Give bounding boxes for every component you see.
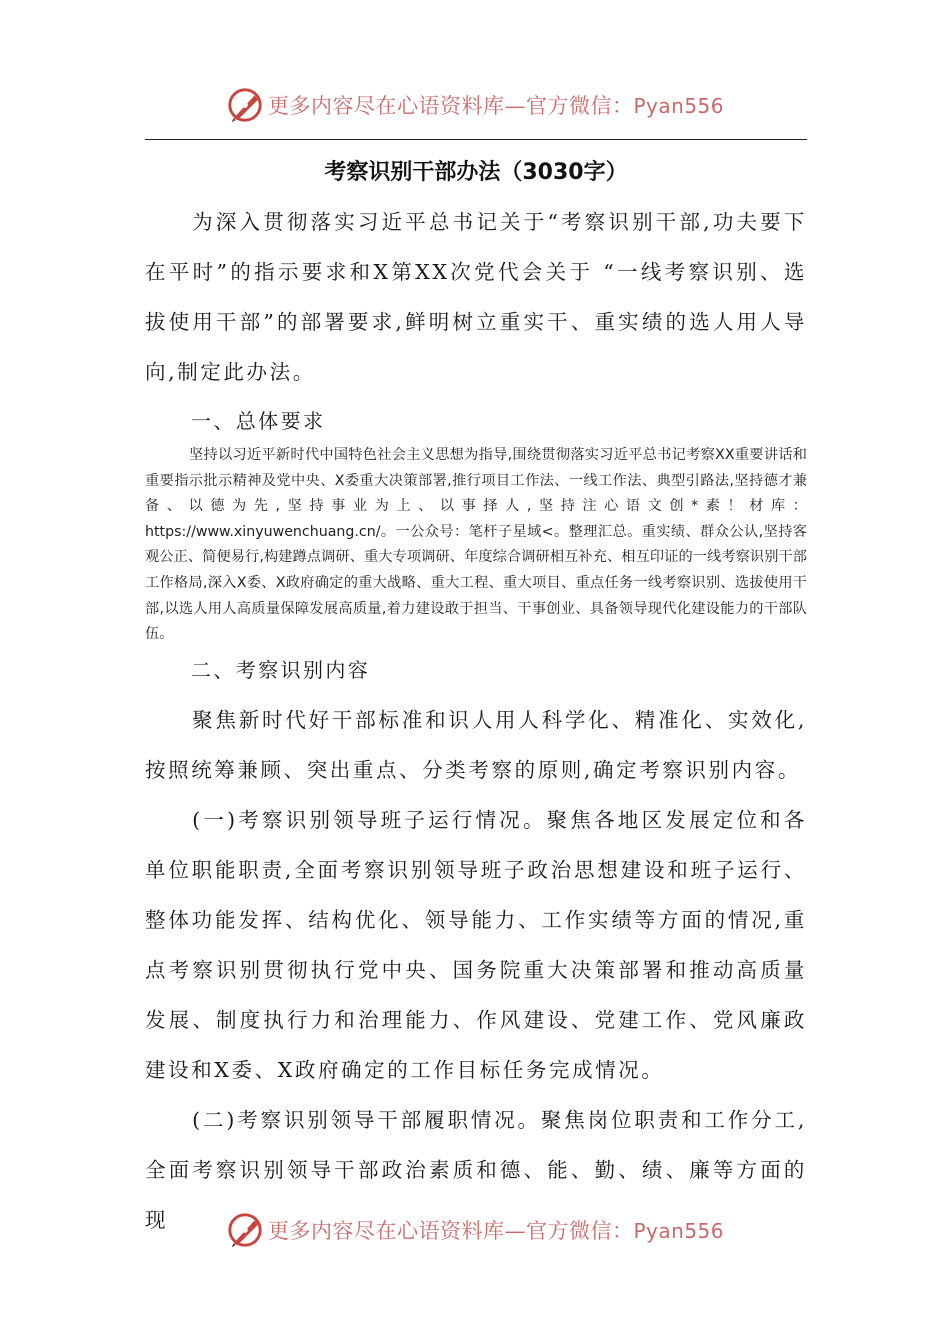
- section1-body-block: [145, 443, 807, 648]
- footer-banner: [0, 1205, 950, 1255]
- item1-paragraph: (一)考察识别领导班子运行情况。聚焦各地区发展定位和各单位职能职责,全面考察识别领导班子政治思想建设和班子运行、整体功能发挥、结构优化、领导能力、工作实绩等方面的情况,重点考察识别贯彻执行党中央、国务院重大决策部署和推动高质量发展、制度执行力和治理能力、作风建设、党建工作、党风廉政建设和X委、X政府确定的工作目标任务完成情况。: [145, 808, 807, 1082]
- pen-logo-icon: [226, 1211, 264, 1249]
- intro-paragraph: 为深入贯彻落实习近平总书记关于“考察识别干部,功夫要下在平时”的指示要求和X第XX次党代会关于 “一线考察识别、选拔使用干部”的部署要求,鲜明树立重实干、重实绩的选人用人导向,制定此办法。: [145, 210, 807, 384]
- item2-paragraph: (二)考察识别领导干部履职情况。聚焦岗位职责和工作分工,全面考察识别领导干部政治素质和德、能、勤、绩、廉等方面的现: [145, 1108, 807, 1232]
- header-wechat-id: Pyan556: [633, 94, 724, 118]
- pen-logo-icon: [226, 86, 264, 124]
- footer-banner-text: 更多内容尽在心语资料库—官方微信：Pyan556: [267, 1219, 724, 1243]
- section1-body: 坚持以习近平新时代中国特色社会主义思想为指导,围绕贯彻落实习近平总书记考察XX重要讲话和重要指示批示精神及党中央、X委重大决策部署,推行项目工作法、一线工作法、典型引路法,坚持德才兼备、以德为先,坚持事业为上、以事择人,坚持注心语文创*素！材库：https://www.xinyuwenchuang.cn/。一公众号：笔杆子星域<。整理汇总。重实绩、群众公认,坚持客观公正、简便易行,构建蹲点调研、重大专项调研、年度综合调研相互补充、相互印证的一线考察识别干部工作格局,深入X委、X政府确定的重大战略、重大工程、重大项目、重点任务一线考察识别、选拔使用干部,以选人用人高质量保障发展高质量,着力建设敢于担当、干事创业、具备领导现代化建设能力的干部队伍。: [145, 447, 807, 643]
- footer-wechat-id: Pyan556: [633, 1219, 724, 1243]
- section1-heading: 一、总体要求: [191, 409, 326, 433]
- section2-heading-block: [145, 645, 807, 695]
- section1-heading-block: [145, 396, 807, 446]
- section2-heading: 二、考察识别内容: [191, 658, 371, 682]
- section2-body-block: [145, 695, 807, 1245]
- header-banner: [0, 80, 950, 130]
- header-banner-text: 更多内容尽在心语资料库—官方微信：Pyan556: [267, 94, 724, 118]
- header-divider: [145, 139, 807, 140]
- document-title: 考察识别干部办法（3030字）: [324, 160, 628, 185]
- section2-intro: 聚焦新时代好干部标准和识人用人科学化、精准化、实效化,按照统筹兼顾、突出重点、分类考察的原则,确定考察识别内容。: [145, 708, 807, 782]
- intro-block: [145, 197, 807, 397]
